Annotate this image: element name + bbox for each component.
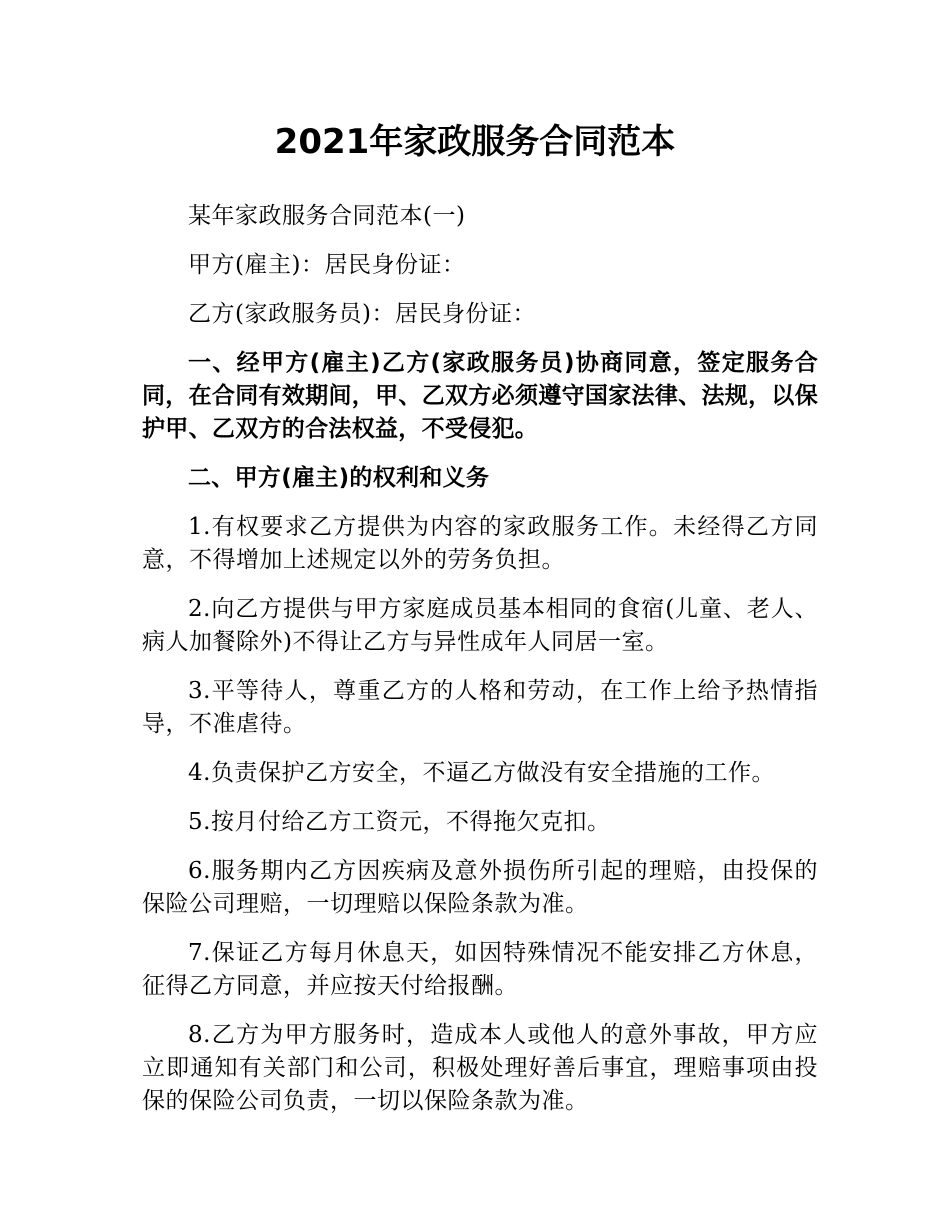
list-item-7: 7.保证乙方每月休息天，如因特殊情况不能安排乙方休息，征得乙方同意，并应按天付给报酬。 (142, 940, 818, 999)
paragraph-party-b: 乙方(家政服务员)：居民身份证： (188, 301, 536, 327)
list-item-3: 3.平等待人，尊重乙方的人格和劳动，在工作上给予热情指导，不准虐待。 (142, 678, 818, 737)
list-item-4: 4.负责保护乙方安全，不逼乙方做没有安全措施的工作。 (188, 760, 775, 786)
list-item-6: 6.服务期内乙方因疾病及意外损伤所引起的理赔，由投保的保险公司理赔，一切理赔以保险条款为准。 (142, 858, 818, 917)
list-item-2: 2.向乙方提供与甲方家庭成员基本相同的食宿(儿童、老人、病人加餐除外)不得让乙方与异性成年人同居一室。 (142, 596, 818, 655)
paragraph-party-a: 甲方(雇主)：居民身份证： (188, 252, 466, 278)
document-title: 2021年家政服务合同范本 (274, 122, 676, 162)
list-item-8: 8.乙方为甲方服务时，造成本人或他人的意外事故，甲方应立即通知有关部门和公司，积极处理好善后事宜，理赔事项由投保的保险公司负责，一切以保险条款为准。 (142, 1022, 818, 1114)
list-item-1: 1.有权要求乙方提供为内容的家政服务工作。未经得乙方同意，不得增加上述规定以外的劳务负担。 (142, 514, 818, 573)
paragraph-subtitle: 某年家政服务合同范本(一) (188, 203, 466, 229)
list-item-5: 5.按月付给乙方工资元，不得拖欠克扣。 (188, 809, 611, 835)
section-heading-2: 二、甲方(雇主)的权利和义务 (188, 465, 490, 491)
document-body (142, 200, 818, 1134)
paragraph-clause-1: 一、经甲方(雇主)乙方(家政服务员)协商同意，签定服务合同，在合同有效期间，甲、乙双方必须遵守国家法律、法规，以保护甲、乙双方的合法权益，不受侵犯。 (142, 350, 818, 442)
